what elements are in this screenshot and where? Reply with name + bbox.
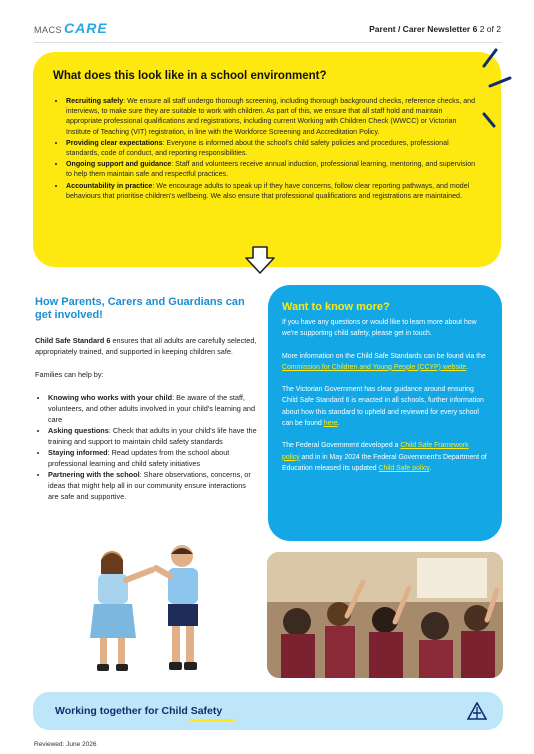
ccyp-text: More information on the Child Safe Standards can be found via the	[282, 352, 486, 360]
item-title: Recruiting safely	[66, 97, 124, 105]
page-header	[0, 0, 534, 44]
federal-end: .	[429, 464, 432, 472]
footer-underline	[189, 719, 235, 721]
list-item	[48, 447, 257, 469]
ccyp-paragraph	[282, 351, 488, 374]
item-text: : We encourage adults to speak up if they have concerns, follow clear reporting pathways, and model behaviours that prioritise children's wellbeing. We also ensure that professional qualifications and registrations are maintained.	[66, 181, 470, 200]
list-item	[48, 392, 257, 425]
get-involved-list	[35, 392, 257, 502]
get-involved-section	[35, 296, 257, 502]
item-text: : Check that adults in your child's life have the training and support to maintain child safety standards	[48, 426, 257, 446]
item-title: Partnering with the school	[48, 470, 140, 479]
sparkle-decoration-icon	[474, 44, 524, 134]
child-safe-policy-link[interactable]: Child Safe policy	[378, 464, 430, 472]
school-environment-panel	[33, 52, 501, 267]
school-environment-heading: What does this look like in a school environment?	[53, 70, 327, 82]
list-item	[48, 425, 257, 447]
item-text: : We ensure all staff undergo thorough screening, including thorough background checks, reference checks, and interviews, to make sure they are suitable to work with children. As part of this, we ensure that all staff hold and maintain appropriate professional qualifications and registrations, including current Working with Children Check (WWCC) or Victorian Institute of Teaching (VIT) registration, in line with the Workforce Screening and Accreditation Policy.	[66, 97, 476, 136]
know-more-heading: Want to know more?	[282, 301, 390, 313]
newsletter-name: Parent / Carer Newsletter 6	[369, 24, 478, 34]
item-title: Ongoing support and guidance	[66, 160, 172, 169]
contact-paragraph: If you have any questions or would like to learn more about how we're supporting child safety, please get in touch.	[282, 319, 477, 338]
know-more-panel	[268, 285, 502, 541]
intro-paragraph	[35, 335, 257, 357]
header-divider	[34, 42, 502, 43]
item-title: Accountability in practice	[66, 181, 153, 190]
victorian-end: .	[337, 420, 340, 428]
intro-bold: Child Safe Standard 6	[35, 336, 111, 345]
item-title: Asking questions	[48, 426, 109, 435]
students-illustration	[70, 540, 240, 680]
down-arrow-icon	[244, 245, 276, 275]
federal-paragraph	[282, 440, 488, 474]
logo-main: CARE	[64, 20, 108, 36]
item-title: Providing clear expectations	[66, 138, 163, 147]
framework-link[interactable]: Child Safe Framework policy	[282, 442, 469, 461]
list-item	[66, 181, 479, 201]
list-item	[48, 469, 257, 502]
classroom-photo	[267, 552, 503, 678]
families-label: Families can help by:	[35, 370, 104, 379]
item-text: : Be aware of the staff, volunteers, and other adults involved in your child's learning and care	[48, 393, 256, 424]
list-item	[66, 159, 479, 179]
victorian-text: The Victorian Government has clear guidance around ensuring Child Safe Standard 6 is enacted in all schools, further information about how this standard to upheld and reviewed for every school can be found	[282, 386, 484, 428]
here-link[interactable]: here	[323, 420, 338, 428]
item-text: : Everyone is informed about the school's child safety policies and procedures, professional standards, code of conduct, and reporting responsibilities.	[66, 138, 449, 158]
federal-text: The Federal Government developed a	[282, 442, 401, 450]
item-text: : Read updates from the school about professional learning and child safety initiatives	[48, 448, 230, 468]
item-title: Staying informed	[48, 448, 108, 457]
page-indicator: 2 of 2	[479, 24, 501, 34]
federal-mid: and in in May 2024 the Federal Government's Department of Education released its updated	[282, 453, 487, 472]
item-title: Knowing who works with your child	[48, 393, 173, 402]
macs-emblem-icon	[467, 702, 487, 720]
classroom-illustration	[267, 552, 503, 678]
victorian-paragraph	[282, 384, 488, 429]
item-text: : Staff and volunteers receive annual induction, professional learning, mentoring, and supervision to help them maintain safe and respectful practices.	[66, 160, 476, 179]
ccyp-end: .	[466, 363, 469, 371]
footer-slogan: Working together for Child Safety	[55, 705, 223, 717]
newsletter-title	[369, 24, 501, 34]
intro-rest: ensures that all adults are carefully selected, appropriately trained, and supported in keeping children safe.	[35, 336, 257, 356]
list-item	[66, 96, 479, 137]
reviewed-date: Reviewed: June 2026	[34, 741, 97, 748]
footer-banner	[33, 692, 503, 730]
school-environment-list	[53, 96, 479, 201]
logo-prefix: MACS	[34, 25, 63, 35]
list-item	[66, 138, 479, 158]
get-involved-heading: How Parents, Carers and Guardians can get involved!	[35, 296, 245, 321]
macs-care-logo	[34, 20, 108, 36]
ccyp-link[interactable]: Commission for Children and Young People (CCYP) website	[282, 363, 467, 371]
item-text: : Share observations, concerns, or ideas that might help all in our community ensure interactions are safe and supportive.	[48, 470, 251, 501]
students-high-five-photo	[70, 540, 240, 680]
